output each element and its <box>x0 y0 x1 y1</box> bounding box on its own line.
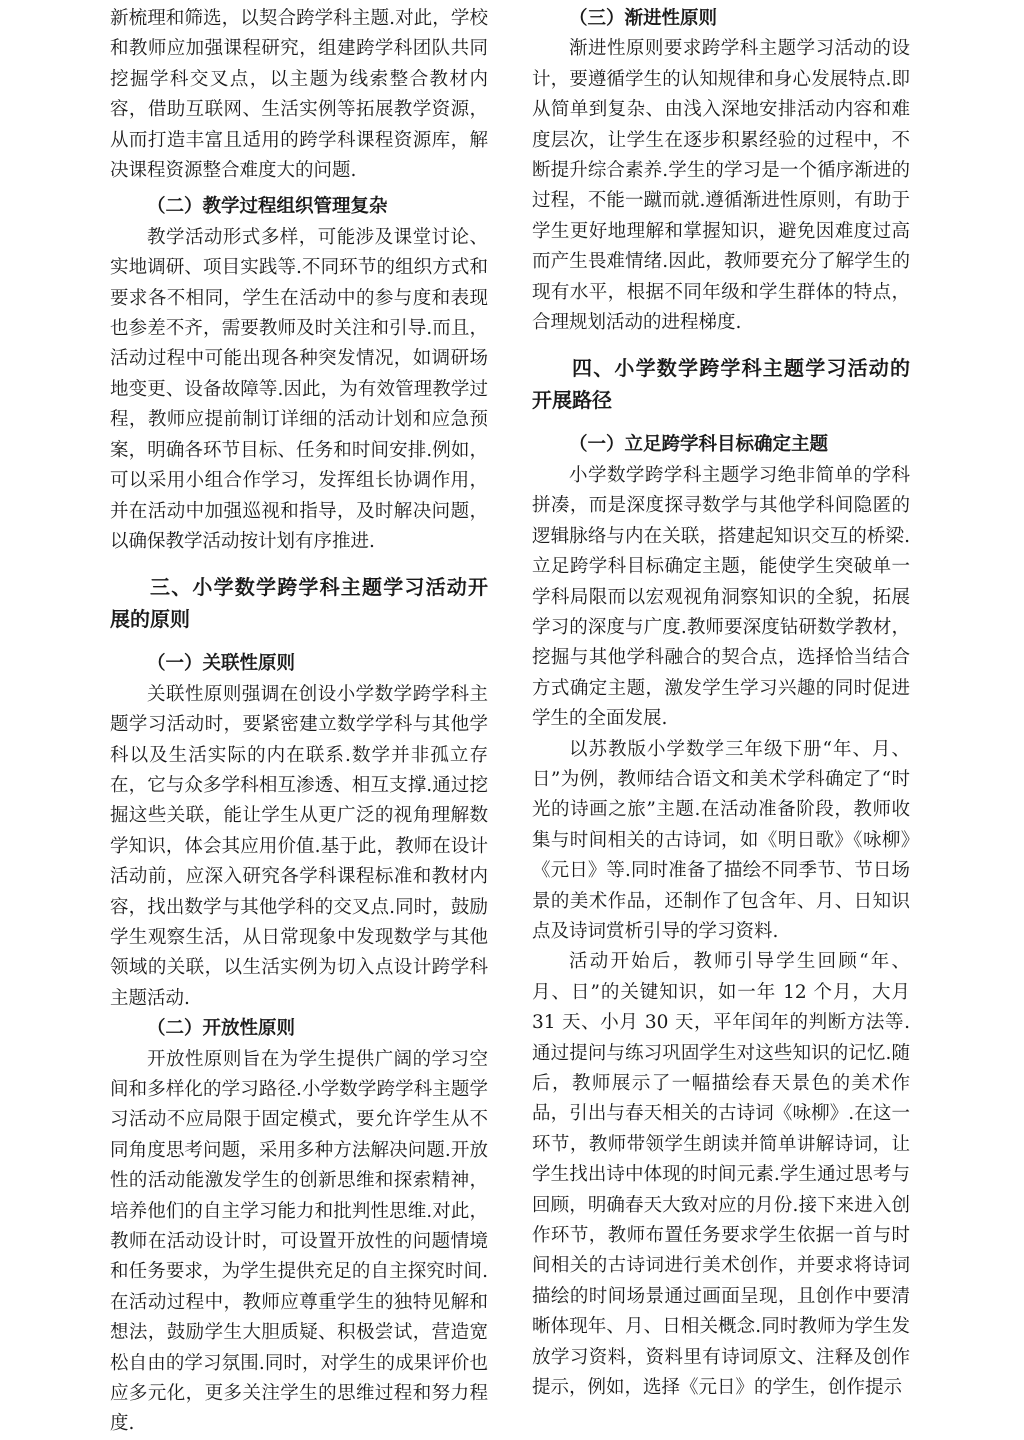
subheading-relevance: （一）关联性原则 <box>147 653 296 675</box>
section-heading-paths: 四、小学数学跨学科主题学习活动的开展路径 <box>532 356 910 413</box>
subheading-process-management: （二）教学过程组织管理复杂 <box>147 196 388 218</box>
paragraph-activity: 活动开始后，教师引导学生回顾“年、月、日”的关键知识，如一年 12 个月，大月 31 天、小月 30 天，平年闰年的判断方法等.通过提问与练习巩固学生对这些知识的记忆.随后，教师展示了一幅描绘春天景色的美术作品，引出与春天相关的古诗词《咏柳》.在这一环节，教师带领学生朗读并简单讲解诗词，让学生找出诗中体现的时间元素.学生通过思考与回顾，明确春天大致对应的月份.接下来进入创作环节，教师布置任务要求学生依据一首与时间相关的古诗词进行美术创作，并要求将诗词描绘的时间场景通过画面呈现，且创作中要清晰体现年、月、日相关概念.同时教师为学生发放学习资料，资料里有诗词原文、注释及创作提示，例如，选择《元日》的学生，创作提示 <box>532 951 910 1399</box>
section-heading-principles: 三、小学数学跨学科主题学习活动开展的原则 <box>110 575 488 632</box>
right-column <box>532 4 910 1403</box>
paragraph-process-management: 教学活动形式多样，可能涉及课堂讨论、实地调研、项目实践等.不同环节的组织方式和要求各不相同，学生在活动中的参与度和表现也参差不齐，需要教师及时关注和引导.而且，活动过程中可能出现各种突发情况，如调研场地变更、设备故障等.因此，为有效管理教学过程，教师应提前制订详细的活动计划和应急预案，明确各环节目标、任务和时间安排.例如，可以采用小组合作学习，发挥组长协调作用，并在活动中加强巡视和指导，及时解决问题，以确保教学活动按计划有序推进. <box>110 226 488 552</box>
subheading-openness: （二）开放性原则 <box>147 1018 296 1040</box>
paragraph-example: 以苏教版小学数学三年级下册“年、月、日”为例，教师结合语文和美术学科确定了“时光的诗画之旅”主题.在活动准备阶段，教师收集与时间相关的古诗词，如《明日歌》《咏柳》《元日》等.同时准备了描绘不同季节、节日场景的美术作品，还制作了包含年、月、日知识点及诗词赏析引导的学习资料. <box>532 738 910 942</box>
left-column <box>110 4 488 1440</box>
paragraph-relevance: 关联性原则强调在创设小学数学跨学科主题学习活动时，要紧密建立数学学科与其他学科以及生活实际的内在联系.数学并非孤立存在，它与众多学科相互渗透、相互支撑.通过挖掘这些关联，能让学生从更广泛的视角理解数学知识，体会其应用价值.基于此，教师在设计活动前，应深入研究各学科课程标准和教材内容，找出数学与其他学科的交叉点.同时，鼓励学生观察生活，从日常现象中发现数学与其他领域的关联，以生活实例为切入点设计跨学科主题活动. <box>110 683 488 1009</box>
subheading-goal: （一）立足跨学科目标确定主题 <box>569 434 829 456</box>
paragraph-goal: 小学数学跨学科主题学习绝非简单的学科拼凑，而是深度探寻数学与其他学科间隐匿的逻辑脉络与内在关联，搭建起知识交互的桥梁.立足跨学科目标确定主题，能使学生突破单一学科局限而以宏观视角洞察知识的全貌，拓展学习的深度与广度.教师要深度钻研数学教材，挖掘与其他学科融合的契合点，选择恰当结合方式确定主题，激发学生学习兴趣的同时促进学生的全面发展. <box>532 464 910 730</box>
paragraph-progressive: 渐进性原则要求跨学科主题学习活动的设计，要遵循学生的认知规律和身心发展特点.即从简单到复杂、由浅入深地安排活动内容和难度层次，让学生在逐步积累经验的过程中，不断提升综合素养.学生的学习是一个循序渐进的过程，不能一蹴而就.遵循渐进性原则，有助于学生更好地理解和掌握知识，避免因难度过高而产生畏难情绪.因此，教师要充分了解学生的现有水平，根据不同年级和学生群体的特点，合理规划活动的进程梯度. <box>532 38 910 334</box>
paragraph-openness: 开放性原则旨在为学生提供广阔的学习空间和多样化的学习路径.小学数学跨学科主题学习活动不应局限于固定模式，要允许学生从不同角度思考问题，采用多种方法解决问题.开放性的活动能激发学生的创新思维和探索精神，培养他们的自主学习能力和批判性思维.对此，教师在活动设计时，可设置开放性的问题情境和任务要求，为学生提供充足的自主探究时间.在活动过程中，教师应尊重学生的独特见解和想法，鼓励学生大胆质疑、积极尝试，营造宽松自由的学习氛围.同时，对学生的成果评价也应多元化，更多关注学生的思维过程和努力程度. <box>110 1048 488 1435</box>
continued-paragraph: 新梳理和筛选，以契合跨学科主题.对此，学校和教师应加强课程研究，组建跨学科团队共同挖掘学科交叉点，以主题为线索整合教材内容，借助互联网、生活实例等拓展教学资源，从而打造丰富且适用的跨学科课程资源库，解决课程资源整合难度大的问题. <box>110 8 488 182</box>
subheading-progressive: （三）渐进性原则 <box>569 8 718 29</box>
